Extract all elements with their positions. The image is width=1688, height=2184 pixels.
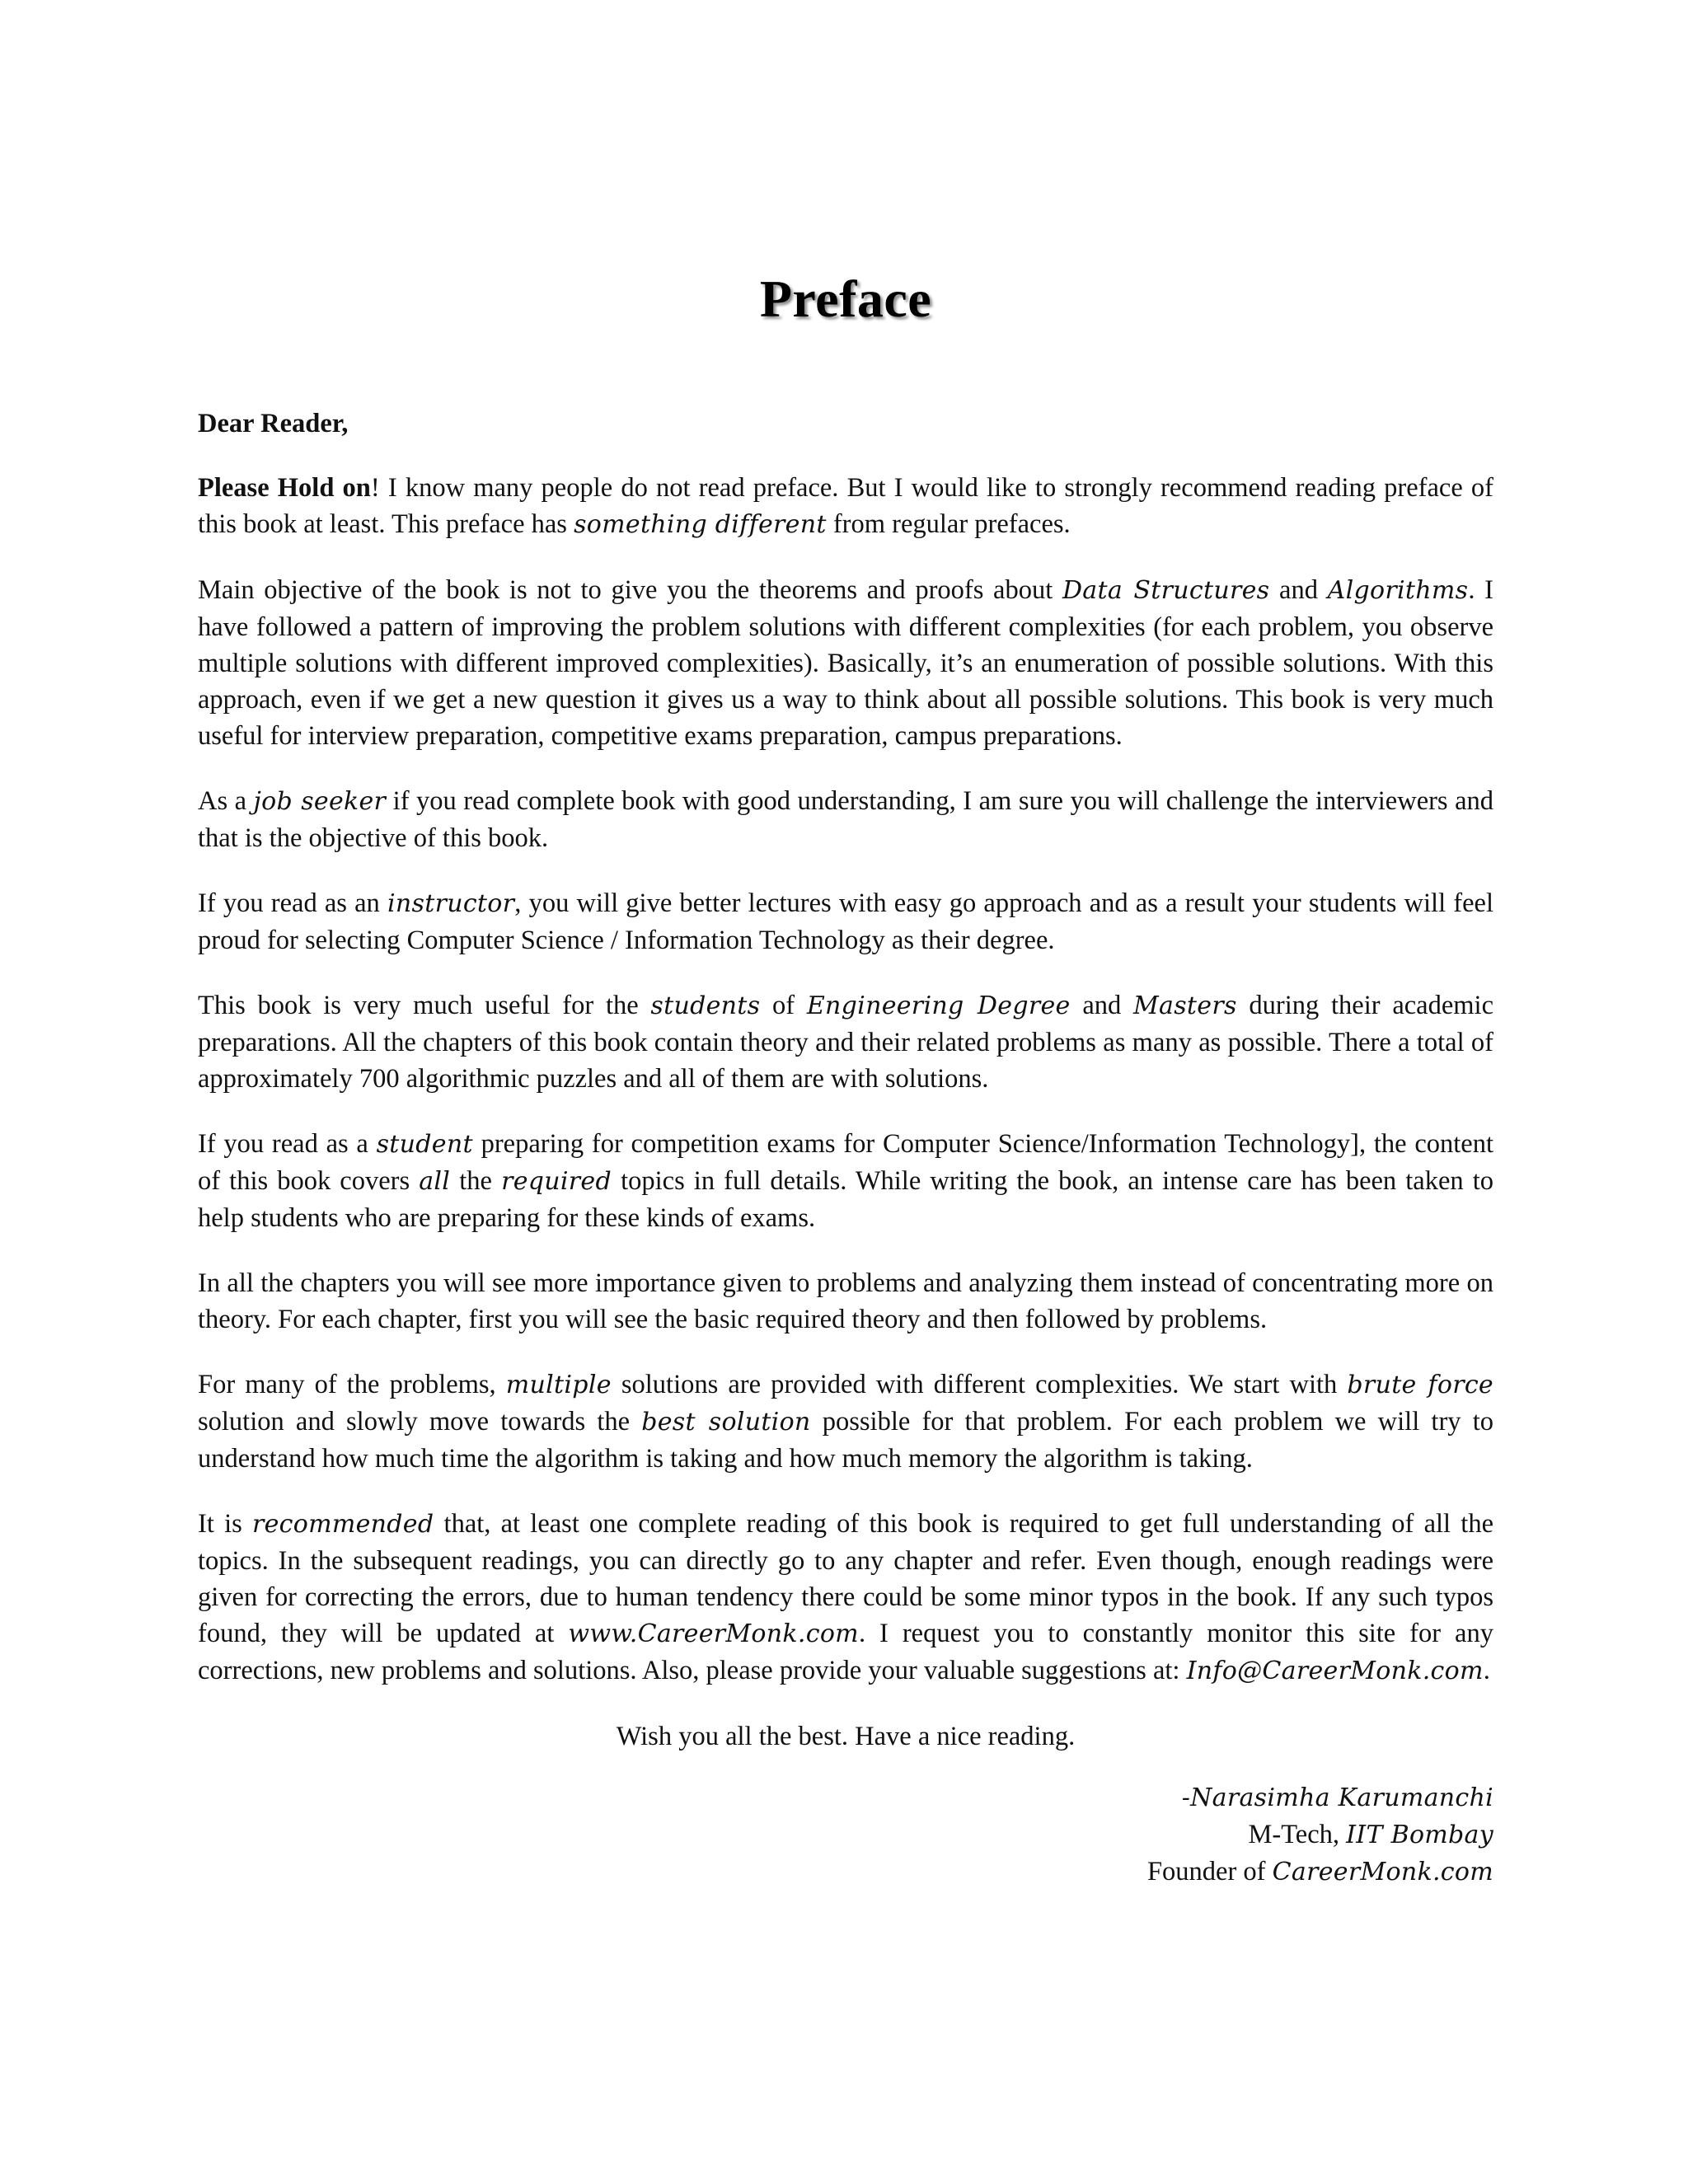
italic-phrase: Algorithms [1327, 576, 1469, 605]
paragraph-job-seeker: As a job seeker if you read complete book with good understanding, I am sure you will challenge the interviewers and that is the objective of this book. [198, 786, 1494, 853]
italic-phrase: best solution [641, 1408, 811, 1436]
paragraph-multiple-solutions: For many of the problems, multiple solutions are provided with different complexities. We start with brute force solution and slowly move towards the best solution possible for that problem. For each problem we will try to understand how much time the algorithm is taking and how much memory the algorithm is taking. [198, 1370, 1493, 1474]
salutation: Dear Reader, [198, 409, 349, 438]
paragraph-students: This book is very much useful for the students of Engineering Degree and Masters during their academic preparations. All the chapters of this book contain theory and their related problems as many as possible. There a total of approximately 700 algorithmic puzzles and all of them are with solutions. [198, 991, 1493, 1094]
italic-phrase: Data Structures [1062, 576, 1270, 605]
italic-phrase: Masters [1133, 991, 1237, 1020]
author-founder: Founder of CareerMonk.com [1146, 1857, 1493, 1886]
paragraph-recommended: It is recommended that, at least one complete reading of this book is required to get full understanding of all the topics. In the subsequent readings, you can directly go to any chapter and refer. Even though, enough readings were given for correcting the errors, due to human tendency there could be some minor typos in the book. If any such typos found, they will be updated at www.CareerMonk.com. I request you to constantly monitor this site for any corrections, new problems and solutions. Also, please provide your valuable suggestions at: Info@CareerMonk.com. [198, 1509, 1493, 1685]
italic-phrase: required [501, 1167, 612, 1196]
paragraph-instructor: If you read as an instructor, you will give better lectures with easy go approach and as a result your students will feel proud for selecting Computer Science / Information Technology as their degree. [198, 888, 1493, 955]
author-name: -Narasimha Karumanchi [1181, 1783, 1493, 1812]
paragraph-objective: Main objective of the book is not to give you the theorems and proofs about Data Structures and Algorithms. I have followed a pattern of improving the problem solutions with different complexities (for each problem, you observe multiple solutions with different improved complexities). Basically, it’s an enumeration of possible solutions. With this approach, even if we get a new question it gives us a way to think about all possible solutions. This book is very much useful for interview preparation, competitive exams preparation, campus preparations. [198, 575, 1493, 751]
author-degree: M-Tech, IIT Bombay [1248, 1820, 1493, 1849]
website-link[interactable]: CareerMonk.com [1272, 1858, 1493, 1886]
website-link[interactable]: www.CareerMonk.com [568, 1619, 859, 1648]
italic-phrase: multiple [505, 1371, 612, 1399]
paragraph-chapters: In all the chapters you will see more importance given to problems and analyzing them instead of concentrating more on theory. For each chapter, first you will see the basic required theory and then followed by problems. [198, 1268, 1493, 1334]
bold-phrase: Please Hold on [198, 473, 371, 503]
signature-block [198, 1779, 1493, 1891]
paragraph-please-hold-on: Please Hold on! I know many people do not read preface. But I would like to strongly recommend reading preface of this book at least. This preface has something different from regular prefaces. [198, 473, 1493, 539]
italic-phrase: job seeker [253, 787, 387, 816]
italic-phrase: student [376, 1130, 473, 1159]
preface-body [198, 405, 1493, 1891]
italic-phrase: brute force [1347, 1371, 1493, 1399]
paragraph-competition-exams: If you read as a student preparing for competition exams for Computer Science/Information Technology], the content of this book covers all the required topics in full details. While writing the book, an intense care has been taken to help students who are preparing for these kinds of exams. [198, 1129, 1493, 1233]
italic-phrase: instructor [387, 889, 515, 918]
page-title: Preface [759, 269, 932, 328]
email-link[interactable]: Info@CareerMonk.com [1186, 1657, 1484, 1685]
italic-phrase: something different [574, 510, 827, 539]
italic-phrase: students [650, 991, 761, 1020]
italic-phrase: all [419, 1167, 451, 1196]
italic-phrase: recommended [251, 1510, 434, 1539]
closing-line: Wish you all the best. Have a nice reading. [616, 1722, 1076, 1751]
italic-phrase: Engineering Degree [806, 991, 1071, 1020]
